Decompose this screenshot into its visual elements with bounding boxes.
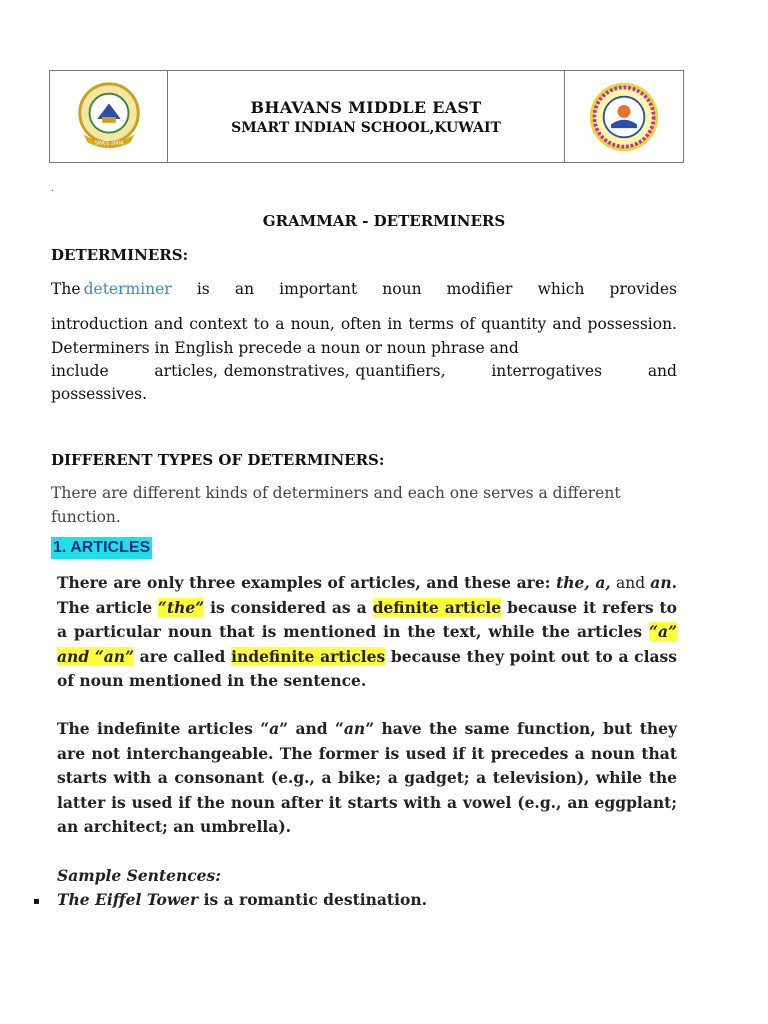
articles-paragraph-2 xyxy=(57,717,677,840)
text: The indefinite articles “ xyxy=(57,719,270,738)
word: include xyxy=(51,362,109,380)
word: an xyxy=(234,280,255,298)
intro-paragraph xyxy=(51,313,677,360)
page-title: GRAMMAR - DETERMINERS xyxy=(262,212,506,230)
word: and xyxy=(647,362,677,380)
text: the, xyxy=(556,573,590,592)
text: because it refers to a particular noun that is mentioned in the text, while the articles xyxy=(57,597,678,641)
indefinite-articles-highlight: indefinite articles xyxy=(231,646,386,666)
articles-paragraph-1 xyxy=(57,571,677,694)
the-highlight xyxy=(158,598,204,617)
word: modifier xyxy=(446,280,513,298)
text: an xyxy=(650,573,672,592)
word: noun xyxy=(382,280,422,298)
bullet-icon: ▪ xyxy=(33,896,40,907)
left-logo-cell xyxy=(50,71,168,162)
school-name-cell xyxy=(168,71,565,162)
word: articles, xyxy=(154,362,218,380)
text: ” and “ xyxy=(279,719,344,738)
intro-text: introduction and context to a noun, often in terms of quantity and possession. Determiners in English precede a noun or noun phrase and xyxy=(51,315,677,357)
intro-list-line xyxy=(51,360,677,384)
bhavans-logo-icon xyxy=(70,78,148,156)
text: a xyxy=(269,719,280,738)
intro-line-1 xyxy=(51,278,677,302)
text: Sample Sentences: xyxy=(57,866,221,885)
school-name: BHAVANS MIDDLE EAST xyxy=(250,97,482,117)
text: is a romantic destination. xyxy=(198,890,427,909)
text: are called xyxy=(133,646,232,666)
text: an xyxy=(343,719,366,738)
text: and xyxy=(610,574,651,592)
word: demonstratives, xyxy=(223,362,350,380)
text: ” have the same function, but they are not interchangeable. The former is used if it precedes a noun that starts with a consonant (e.g., a bike; a gadget; a television), while the latter is used if the noun after it starts with a vowel (e.g., an eggplant; an architect; an umbrella). xyxy=(57,719,677,836)
school-subtitle: SMART INDIAN SCHOOL,KUWAIT xyxy=(231,119,501,136)
determiner-link[interactable]: determiner xyxy=(83,280,172,298)
word: interrogatives xyxy=(491,362,603,380)
text: because they point out to a class of noun mentioned in the sentence. xyxy=(57,646,678,690)
smart-indian-school-logo-icon xyxy=(587,80,661,154)
word: quantifiers, xyxy=(355,362,446,380)
right-logo-cell xyxy=(565,71,683,162)
types-heading: DIFFERENT TYPES OF DETERMINERS: xyxy=(51,451,385,469)
text: The Eiffel Tower xyxy=(57,890,199,909)
determiners-heading: DETERMINERS: xyxy=(51,246,189,264)
text: is considered as a xyxy=(204,597,373,617)
articles-label: 1. ARTICLES xyxy=(51,537,152,559)
text: a, xyxy=(595,573,611,592)
types-text: There are different kinds of determiners and each one serves a different function. xyxy=(51,484,621,526)
word: which xyxy=(537,280,585,298)
text: There are only three examples of articles, and these are: xyxy=(57,573,557,592)
text: . The article xyxy=(57,573,677,617)
school-header xyxy=(49,70,684,163)
word: The xyxy=(51,280,81,298)
word: provides xyxy=(609,280,677,298)
word: important xyxy=(279,280,358,298)
logo-since-text: SINCE 2004 xyxy=(94,139,123,146)
text: “the” xyxy=(158,597,205,617)
word: is xyxy=(196,280,210,298)
text: “a” and “an” xyxy=(57,622,677,666)
stray-dot: . xyxy=(51,184,54,194)
sample-sentences-label xyxy=(57,864,677,889)
sample-sentence-1 xyxy=(57,888,677,913)
definite-article-highlight: definite article xyxy=(372,597,502,617)
intro-last-line: possessives. xyxy=(51,385,148,403)
